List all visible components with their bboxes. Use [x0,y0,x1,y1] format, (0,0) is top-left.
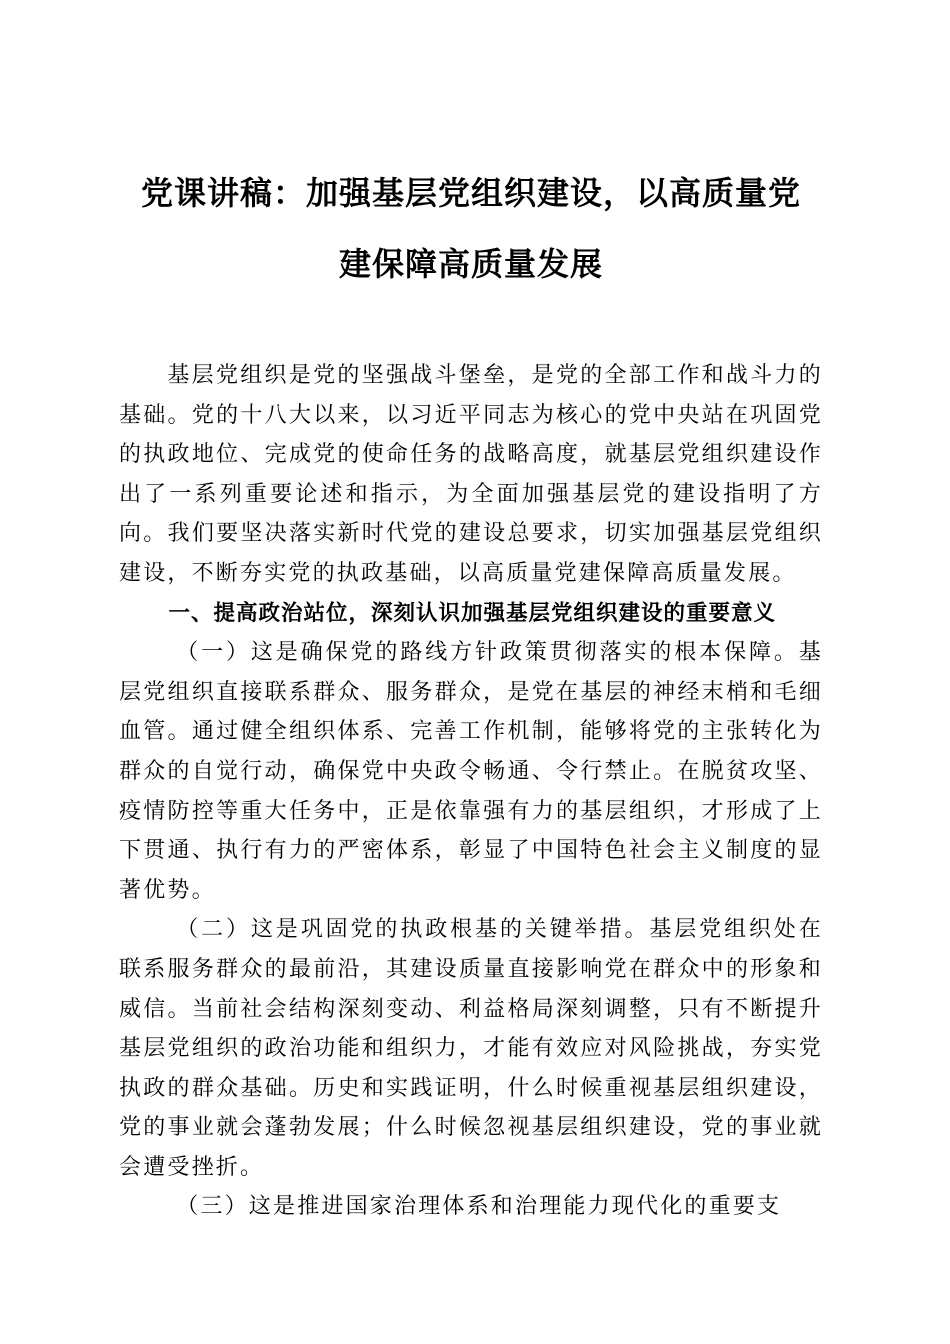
section-heading-1: 一、提高政治站位，深刻认识加强基层党组织建设的重要意义 [168,600,776,626]
document-title [119,158,823,300]
document-body [119,356,823,1227]
intro-paragraph: 基层党组织是党的坚强战斗堡垒，是党的全部工作和战斗力的基础。党的十八大以来，以习近平同志为核心的党中央站在巩固党的执政地位、完成党的使命任务的战略高度，就基层党组织建设作出了一系列重要论述和指示，为全面加强基层党的建设指明了方向。我们要坚决落实新时代党的建设总要求，切实加强基层党组织建设，不断夯实党的执政基础，以高质量党建保障高质量发展。 [119,363,823,586]
document-page [119,0,823,1344]
subsection-paragraph-2: （二）这是巩固党的执政根基的关键举措。基层党组织处在联系服务群众的最前沿，其建设质量直接影响党在群众中的形象和威信。当前社会结构深刻变动、利益格局深刻调整，只有不断提升基层党组织的政治功能和组织力，才能有效应对风险挑战，夯实党执政的群众基础。历史和实践证明，什么时候重视基层组织建设，党的事业就会蓬勃发展；什么时候忽视基层组织建设，党的事业就会遭受挫折。 [119,917,823,1180]
subsection-paragraph-1: （一）这是确保党的路线方针政策贯彻落实的根本保障。基层党组织直接联系群众、服务群众，是党在基层的神经末梢和毛细血管。通过健全组织体系、完善工作机制，能够将党的主张转化为群众的自觉行动，确保党中央政令畅通、令行禁止。在脱贫攻坚、疫情防控等重大任务中，正是依靠强有力的基层组织，才形成了上下贯通、执行有力的严密体系，彰显了中国特色社会主义制度的显著优势。 [119,640,823,903]
title-line-1: 党课讲稿：加强基层党组织建设，以高质量党 [140,174,801,212]
subsection-paragraph-3: （三）这是推进国家治理体系和治理能力现代化的重要支 [176,1194,782,1220]
title-line-2: 建保障高质量发展 [338,245,603,283]
